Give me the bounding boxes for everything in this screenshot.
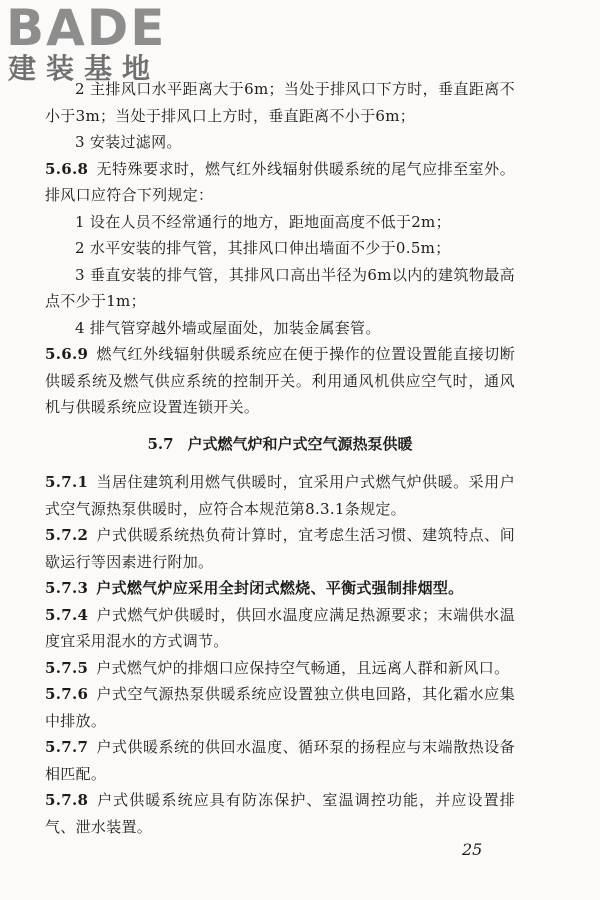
watermark-logo: [6, 2, 186, 84]
clause-text: 无特殊要求时，燃气红外线辐射供暖系统的尾气应排至室外。排风口应符合下列规定：: [45, 159, 515, 204]
section-title: 户式燃气炉和户式空气源热泵供暖: [187, 434, 413, 453]
list-item: 3 垂直安装的排气管，其排风口高出半径为6m以内的建筑物最高点不少于1m；: [45, 265, 515, 310]
clause-text: 燃气红外线辐射供暖系统应在便于操作的位置设置能直接切断供暖系统及燃气供应系统的控制开关。利用通风机供应空气时，通风机与供暖系统应设置连锁开关。: [45, 345, 515, 416]
watermark-logo-top: BADE: [6, 0, 167, 57]
clause-text: 当居住建筑利用燃气供暖时，宜采用户式燃气炉供暖。采用户式空气源热泵供暖时，应符合本规范第8.3.1条规定。: [45, 473, 515, 518]
clause: [45, 734, 515, 787]
clause-text: 户式空气源热泵供暖系统应设置独立供电回路，其化霜水应集中排放。: [45, 685, 515, 730]
clause-text: 户式供暖系统热负荷计算时，宜考虑生活习惯、建筑特点、间歇运行等因素进行附加。: [45, 526, 515, 571]
clause: [45, 602, 515, 655]
clause: [45, 787, 515, 840]
page-content: [45, 76, 515, 840]
list-item: 4 排气管穿越外墙或屋面处，加装金属套管。: [75, 318, 381, 337]
section-heading: [45, 431, 515, 458]
list-item: 1 设在人员不经常通行的地方，距地面高度不低于2m；: [75, 212, 451, 231]
clause: [45, 341, 515, 421]
clause-number: 5.7.4: [45, 605, 89, 624]
section-number: 5.7: [147, 434, 174, 453]
page-number: 25: [462, 840, 483, 859]
clause: [45, 156, 515, 209]
clause-number: 5.6.9: [45, 345, 89, 363]
clause-text: 户式燃气炉应采用全封闭式燃烧、平衡式强制排烟型。: [96, 579, 464, 597]
clause-number: 5.7.7: [45, 738, 89, 756]
clause: [45, 469, 515, 522]
clause-text: 户式燃气炉供暖时，供回水温度应满足热源要求；末端供水温度宜采用混水的方式调节。: [45, 605, 515, 650]
clause-text: 户式燃气炉的排烟口应保持空气畅通，且远离人群和新风口。: [96, 658, 510, 677]
clause: [45, 655, 515, 682]
clause: [45, 575, 515, 602]
list-item: 2 水平安装的排气管，其排风口伸出墙面不少于0.5m；: [75, 239, 451, 257]
clause-text: 户式供暖系统的供回水温度、循环泵的扬程应与末端散热设备相匹配。: [45, 738, 515, 783]
clause-number: 5.7.6: [45, 685, 89, 703]
clause-number: 5.7.2: [45, 526, 89, 544]
clause: [45, 522, 515, 575]
list-item: 3 安装过滤网。: [75, 133, 182, 151]
clause-number: 5.7.3: [45, 579, 89, 597]
clause-number: 5.6.8: [45, 159, 89, 178]
clause-text: 户式供暖系统应具有防冻保护、室温调控功能，并应设置排气、泄水装置。: [45, 791, 515, 836]
clause-number: 5.7.1: [45, 473, 89, 491]
clause: [45, 681, 515, 734]
clause-number: 5.7.5: [45, 658, 89, 677]
list-item: 2 主排风口水平距离大于6m；当处于排风口下方时，垂直距离不小于3m；当处于排风口上方时，垂直距离不小于6m；: [45, 80, 515, 125]
clause-number: 5.7.8: [45, 791, 89, 809]
watermark-logo-bottom: 建装基地: [8, 52, 161, 85]
